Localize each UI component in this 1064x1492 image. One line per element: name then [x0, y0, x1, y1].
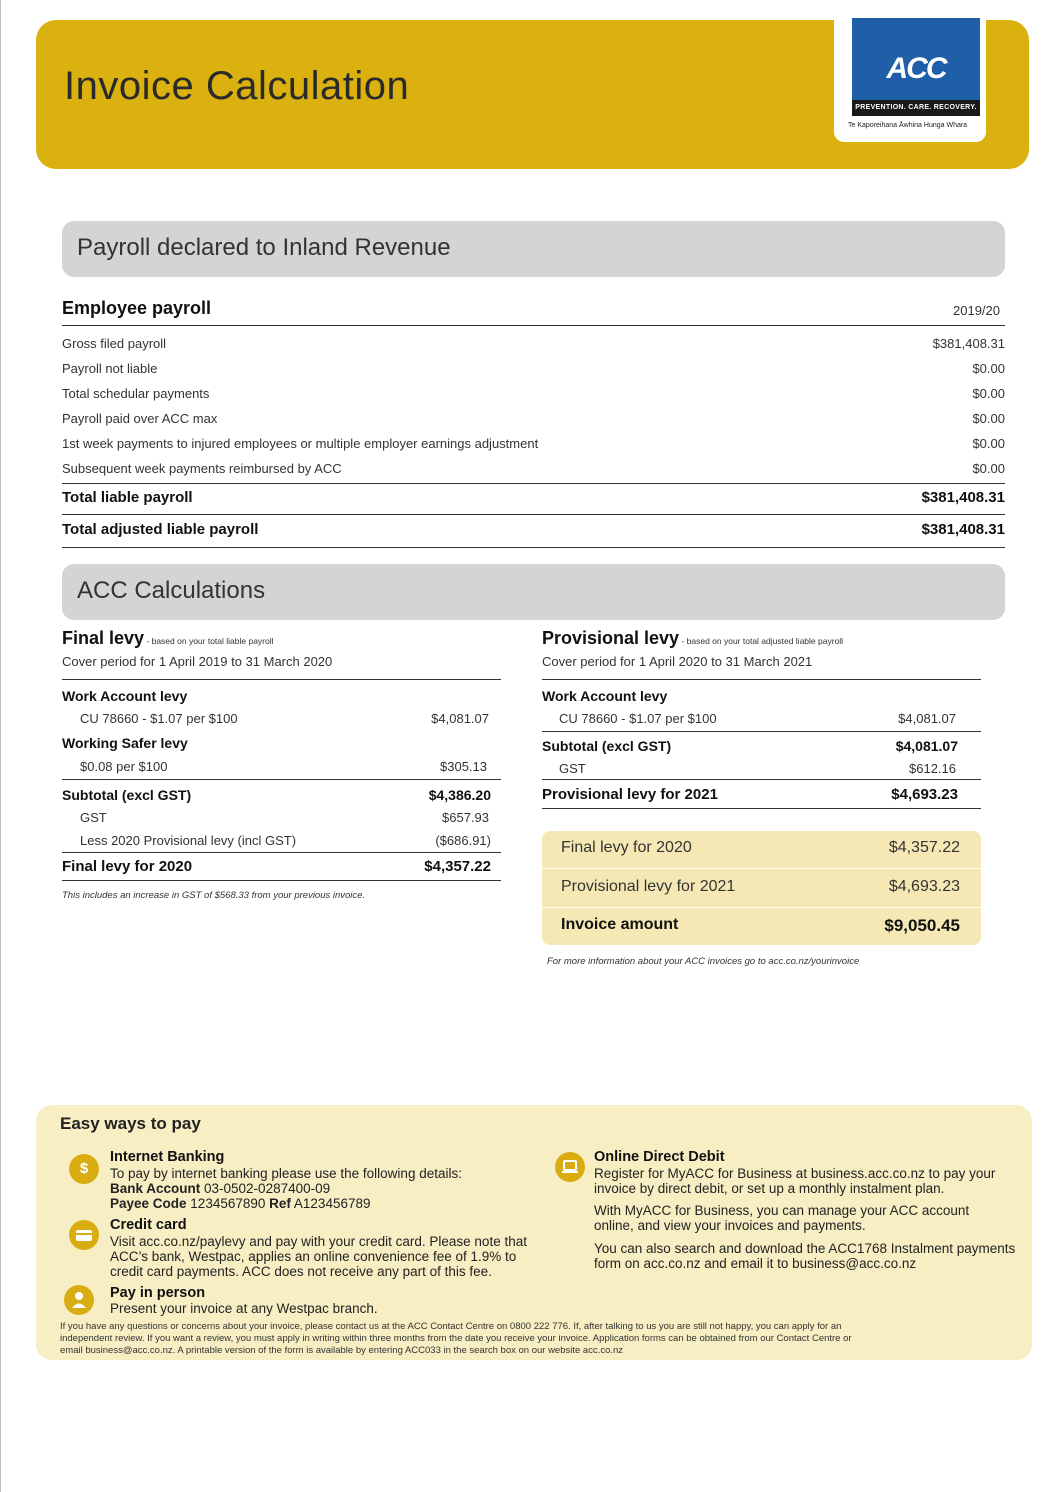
- row-label: Total schedular payments: [62, 386, 210, 401]
- final-subtotal-value: $4,386.20: [428, 787, 491, 803]
- credit-card-line: ACC’s bank, Westpac, applies an online convenience fee of 1.9% to: [110, 1249, 517, 1264]
- invoice-summary: [542, 831, 981, 945]
- prov-levy-total-label: Provisional levy for 2021: [542, 786, 718, 803]
- provisional-cover-period: Cover period for 1 April 2020 to 31 March 2021: [542, 654, 813, 669]
- row-value: $0.00: [972, 436, 1005, 451]
- acc-logo-block: [852, 18, 980, 116]
- final-levy-heading: [62, 628, 274, 649]
- final-working-safer-detail: $0.08 per $100: [80, 759, 168, 774]
- page-edge: [0, 0, 1, 1492]
- provisional-levy-title: Provisional levy: [542, 628, 680, 648]
- divider: [62, 325, 1005, 326]
- pay-title: Easy ways to pay: [60, 1114, 201, 1133]
- payment-options: [36, 1105, 1032, 1360]
- acc-logo-tagline: PREVENTION. CARE. RECOVERY.: [852, 100, 980, 116]
- divider: [62, 547, 1005, 548]
- credit-card-line: Visit acc.co.nz/paylevy and pay with your credit card. Please note that: [110, 1234, 527, 1249]
- summary-prov-value: $4,693.23: [888, 878, 960, 895]
- summary-prov-label: Provisional levy for 2021: [561, 878, 736, 895]
- calc-section-bar: [62, 564, 1005, 620]
- prov-subtotal-label: Subtotal (excl GST): [542, 738, 672, 754]
- final-gst-value: $657.93: [442, 810, 489, 825]
- final-levy-total-label: Final levy for 2020: [62, 858, 193, 875]
- footer-note-line: independent review. If you want a review, you must apply in writing within three months from the date you receive your invoice. Application forms can be obtained from our Contact Centre or: [60, 1333, 852, 1344]
- total-liable-label: Total liable payroll: [62, 489, 193, 506]
- payroll-year: 2019/20: [953, 303, 1000, 318]
- final-working-safer-label: Working Safer levy: [62, 735, 188, 751]
- more-info-note: For more information about your ACC invoices go to acc.co.nz/yourinvoice: [547, 956, 860, 967]
- summary-divider: [542, 907, 981, 908]
- bank-account-label: Bank Account: [110, 1181, 201, 1196]
- divider: [62, 514, 1005, 515]
- direct-debit-heading: Online Direct Debit: [594, 1149, 725, 1165]
- row-label: Payroll not liable: [62, 361, 158, 376]
- row-label: Gross filed payroll: [62, 336, 167, 351]
- summary-final-value: $4,357.22: [888, 839, 960, 856]
- direct-debit-line: Register for MyACC for Business at business.acc.co.nz to pay your: [594, 1166, 996, 1181]
- provisional-levy-note: - based on your total adjusted liable payroll: [679, 636, 844, 646]
- bank-account: [110, 1181, 330, 1196]
- footer-note-line: If you have any questions or concerns about your invoice, please contact us at the ACC Contact Centre on 0800 222 776. If, after talking to us you are still not happy, you can apply for an: [60, 1321, 842, 1332]
- payee-code-value: 1234567890: [186, 1196, 270, 1211]
- row-value: $0.00: [972, 361, 1005, 376]
- direct-debit-line: online, and view your invoices and payments.: [594, 1218, 866, 1233]
- divider: [62, 483, 1005, 484]
- provisional-levy-heading: [542, 628, 843, 649]
- internet-banking-heading: Internet Banking: [110, 1149, 225, 1165]
- row-label: Subsequent week payments reimbursed by ACC: [62, 461, 342, 476]
- person-icon: [64, 1285, 94, 1315]
- final-working-safer-value: $305.13: [440, 759, 487, 774]
- pay-in-person-line: Present your invoice at any Westpac branch.: [110, 1301, 378, 1316]
- invoice-amount-value: $9,050.45: [884, 916, 960, 935]
- prov-work-account-detail: CU 78660 - $1.07 per $100: [559, 711, 717, 726]
- prov-work-account-label: Work Account levy: [542, 688, 668, 704]
- total-adjusted-value: $381,408.31: [921, 521, 1005, 538]
- credit-card-line: credit card payments. ACC does not receive any part of this fee.: [110, 1264, 492, 1279]
- laptop-icon: [555, 1152, 585, 1182]
- final-gst-note: This includes an increase in GST of $568.33 from your previous invoice.: [62, 890, 366, 901]
- final-less-label: Less 2020 Provisional levy (incl GST): [80, 833, 297, 848]
- row-label: Payroll paid over ACC max: [62, 411, 218, 426]
- row-value: $0.00: [972, 461, 1005, 476]
- payee-code-label: Payee Code: [110, 1196, 187, 1211]
- row-label: 1st week payments to injured employees or multiple employer earnings adjustment: [62, 436, 539, 451]
- ref-value: A123456789: [290, 1196, 371, 1211]
- dollar-icon: $: [69, 1154, 99, 1184]
- footer-note-line: email business@acc.co.nz. A printable version of the form is available by entering ACC033 in the search box on our website acc.co.nz: [60, 1345, 624, 1356]
- credit-card-icon: [69, 1220, 99, 1250]
- final-subtotal-label: Subtotal (excl GST): [62, 787, 192, 803]
- total-adjusted-label: Total adjusted liable payroll: [62, 521, 259, 538]
- prov-subtotal-value: $4,081.07: [895, 738, 958, 754]
- direct-debit-line: invoice by direct debit, or set up a monthly instalment plan.: [594, 1181, 945, 1196]
- row-value: $0.00: [972, 411, 1005, 426]
- divider: [542, 679, 981, 680]
- divider: [62, 779, 501, 780]
- employee-payroll-heading: Employee payroll: [62, 298, 212, 318]
- direct-debit-line: form on acc.co.nz and email it to business@acc.co.nz: [594, 1256, 917, 1271]
- invoice-amount-label: Invoice amount: [561, 916, 679, 933]
- summary-final-label: Final levy for 2020: [561, 839, 692, 856]
- prov-work-account-value: $4,081.07: [898, 711, 956, 726]
- final-gst-label: GST: [80, 810, 107, 825]
- payee-code: [110, 1196, 371, 1211]
- acc-logo-maori: Te Kaporeihana Āwhina Hunga Whara: [848, 122, 968, 129]
- page-title: Invoice Calculation: [64, 64, 410, 108]
- direct-debit-line: With MyACC for Business, you can manage your ACC account: [594, 1203, 970, 1218]
- payroll-section-title: Payroll declared to Inland Revenue: [77, 234, 451, 261]
- divider: [62, 852, 501, 853]
- final-less-value: ($686.91): [435, 833, 491, 848]
- acc-logo-word: ACC: [886, 52, 946, 85]
- acc-logo: [834, 18, 986, 142]
- final-work-account-detail: CU 78660 - $1.07 per $100: [80, 711, 238, 726]
- final-levy-total-value: $4,357.22: [424, 858, 491, 875]
- calc-section-title: ACC Calculations: [77, 577, 266, 604]
- payroll-section-bar: [62, 221, 1005, 277]
- divider: [542, 731, 981, 732]
- row-value: $0.00: [972, 386, 1005, 401]
- final-work-account-value: $4,081.07: [431, 711, 489, 726]
- final-work-account-label: Work Account levy: [62, 688, 188, 704]
- header-banner: [36, 20, 1029, 169]
- bank-account-value: 03-0502-0287400-09: [200, 1181, 331, 1196]
- row-value: $381,408.31: [932, 336, 1005, 351]
- credit-card-heading: Credit card: [110, 1217, 187, 1233]
- divider: [542, 808, 981, 809]
- summary-divider: [542, 868, 981, 869]
- prov-gst-value: $612.16: [909, 761, 956, 776]
- final-levy-note: - based on your total liable payroll: [144, 636, 274, 646]
- final-levy-title: Final levy: [62, 628, 145, 648]
- final-cover-period: Cover period for 1 April 2019 to 31 March 2020: [62, 654, 333, 669]
- internet-banking-line: To pay by internet banking please use the following details:: [110, 1166, 462, 1181]
- total-liable-value: $381,408.31: [921, 489, 1005, 506]
- divider: [62, 679, 501, 680]
- pay-in-person-heading: Pay in person: [110, 1285, 206, 1301]
- divider: [542, 779, 981, 780]
- prov-levy-total-value: $4,693.23: [891, 786, 958, 803]
- divider: [62, 880, 501, 881]
- prov-gst-label: GST: [559, 761, 586, 776]
- ref-label: Ref: [269, 1196, 291, 1211]
- direct-debit-line: You can also search and download the ACC1768 Instalment payments: [594, 1241, 1016, 1256]
